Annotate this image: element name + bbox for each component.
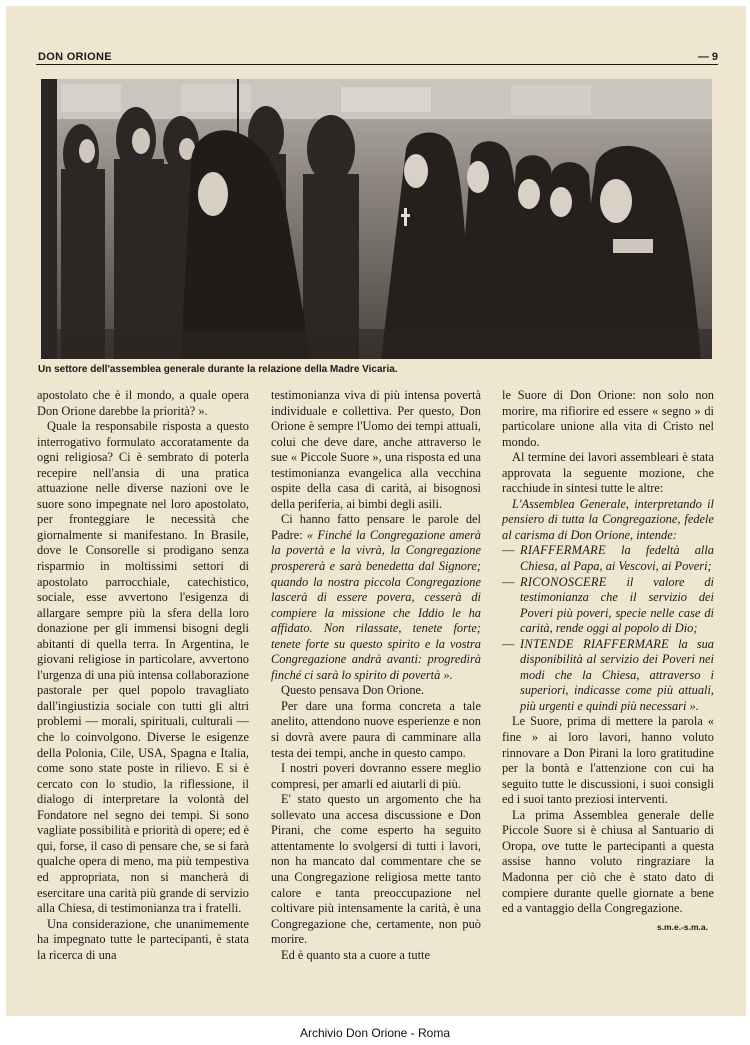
paragraph: apostolato che è il mondo, a quale opera Don Orione darebbe la priorità? ». (37, 388, 249, 418)
assembly-photo (41, 79, 712, 359)
list-item-text: il valore di testimonianza che il servizio dei Poveri più poveri, specie nelle case di carità, rende oggi al popolo di Dio; (520, 574, 714, 636)
quote-intro: Ci hanno fatto pensare le parole del Padre: (271, 512, 481, 542)
motion-intro: L'Assemblea Generale, interpretando il pensiero di tutta la Congregazione, fedele al carisma di Don Orione, intende: (502, 496, 714, 542)
running-header-title: DON ORIONE (38, 51, 112, 63)
paragraph: Per dare una forma concreta a tale anelito, attendono nuove esperienze e non si dovrà avere paura di camminare alla testa dei tempi, anche in questo campo. (271, 698, 481, 760)
assembly-photo-illustration (41, 79, 712, 359)
list-item-text: la sua disponibilità al servizio dei Poveri nei modi che la Chiesa, attraverso i superiori, indicasse come più attuali, più urgenti e quindi più necessari ». (520, 636, 714, 713)
paragraph: le Suore di Don Orione: non solo non morire, ma rifiorire ed essere « segno » di particolare unione alla vita di Cristo nel mondo. (502, 388, 714, 449)
paragraph: Quale la responsabile risposta a questo interrogativo formulato accoratamente da ogni religiosa? Ci è sembrato di poterla recepire nell'ansia di una pratica attuazione nelle diverse nazioni ove le suore sono impegnate nel loro apostolato, per fronteggiare le necessità che giornalmente si manifestano. In Brasile, dove le Consorelle si prodigano senza risparmio in moltissimi settori di apostolato parrocchiale, catechistico, sociale, esse avvertono l'esigenza di allargare sempre più la sfera della loro donazione per gli immensi bisogni degli abitanti di quella terra. In Argentina, le giovani religiose in particolare, avvertono l'urgenza di una più intensa collaborazione pastorale per quel popolo travagliato dall'ingiustizia sociale con tutti gli altri problemi — morali, spirituali, culturali — che lo coinvolgono. Diverse le esigenze della Polonia, Cile, USA, Spagna e Italia, come sono state poste in rilievo. E si è cercato con lo studio, la riflessione, il dialogo di interpretare la volontà del Fondatore nel segno dei tempi. Si sono vagliate possibilità e priorità di opere; ed è qui, forse, il caso di pensare che, se si farà qualche opera di meno, ma più tempestiva ed appropriata, non si mancherà di esercitare una carità più grande di servizio alla Chiesa, di testimonianza tra i fratelli. (37, 419, 249, 916)
header-rule (36, 64, 718, 65)
list-item: — RICONOSCERE il valore di testimonianza che il servizio dei Poveri più poveri, specie nelle case di carità, rende oggi al popolo di Dio; (502, 574, 714, 636)
column-1 (37, 388, 249, 963)
motion-list (502, 543, 714, 714)
list-item-lead: RICONOSCERE (520, 574, 607, 589)
paragraph (271, 512, 481, 683)
paragraph: E' stato questo un argomento che ha sollevato una accesa discussione e Don Pirani, che come esperto ha seguito attentamente lo svolgersi di tutti i lavori, non ha mancato dal commentare che se una Congregazione religiosa mette tanto calore e tanta preoccupazione nel coltivare più intensamente la carità, è una Congregazione che, certamente, non può morire. (271, 792, 481, 947)
paragraph: I nostri poveri dovranno essere meglio compresi, per amarli ed aiutarli di più. (271, 761, 481, 791)
author-signature: s.m.e.-s.m.a. (656, 921, 708, 932)
list-item-lead: RIAFFERMARE (520, 543, 606, 558)
column-2 (271, 388, 481, 963)
magazine-page (6, 6, 746, 1016)
list-item-text: la fedeltà alla Chiesa, al Papa, ai Vescovi, ai Poveri; (520, 543, 714, 574)
list-item: — RIAFFERMARE la fedeltà alla Chiesa, al Papa, ai Vescovi, ai Poveri; (502, 543, 714, 574)
list-item-lead: INTENDE RIAFFERMARE (520, 636, 669, 651)
column-3 (502, 388, 714, 935)
paragraph: Una considerazione, che unanimemente ha impegnato tutte le partecipanti, è stata la ricerca di una (37, 916, 249, 962)
paragraph: La prima Assemblea generale delle Piccole Suore si è chiusa al Santuario di Oropa, ove tutte le partecipanti a questa assise hanno voluto ringraziare la Madonna per ciò che è stato dato di compiere durante quelle giornate a bene ed a vantaggio della Congregazione. (502, 807, 714, 916)
paragraph: Ed è quanto sta a cuore a tutte (281, 947, 430, 962)
photo-caption: Un settore dell'assemblea generale durante la relazione della Madre Vicaria. (38, 364, 398, 375)
paragraph: Al termine dei lavori assembleari è stata approvata la seguente mozione, che racchiude in sintesi tutte le altre: (502, 450, 714, 496)
paragraph: Questo pensava Don Orione. (281, 683, 425, 698)
paragraph: testimonianza viva di più intensa povertà individuale e collettiva. Per questo, Don Orione è sempre l'Uomo dei tempi attuali, colui che deve dare, anche attraverso le sue « Piccole Suore », una risposta ed una testimonianza evangelica alla vecchina ospite della casa di carità, ai bisognosi della periferia, ai bimbi degli asili. (271, 388, 481, 511)
list-item: — INTENDE RIAFFERMARE la sua disponibilità al servizio dei Poveri nei modi che la Chiesa, attraverso i superiori, indicasse come più attuali, più urgenti e quindi più necessari ». (502, 636, 714, 713)
archive-footer: Archivio Don Orione - Roma (299, 1026, 451, 1040)
paragraph: Le Suore, prima di mettere la parola « fine » ai loro lavori, hanno voluto rinnovare a Don Pirani la loro gratitudine per la bontà e l'attenzione con cui ha seguito tutte le discussioni, i suoi consigli ed i suoi tanto preziosi interventi. (502, 714, 714, 807)
page-number: — 9 (697, 51, 718, 63)
founder-quote: « Finché la Congregazione amerà la povertà e la vivrà, la Congregazione prospererà e sarà benedetta dal Signore; quando la nostra piccola Congregazione lascerà di essere povera, cesserà di compiere la missione che Iddio le ha affidato. Non rilassate, tenete forte; tenete forte su questo spirito e la vostra Congregazione andrà avanti: progredirà finché ci sarà lo spirito di povertà ». (271, 527, 481, 682)
